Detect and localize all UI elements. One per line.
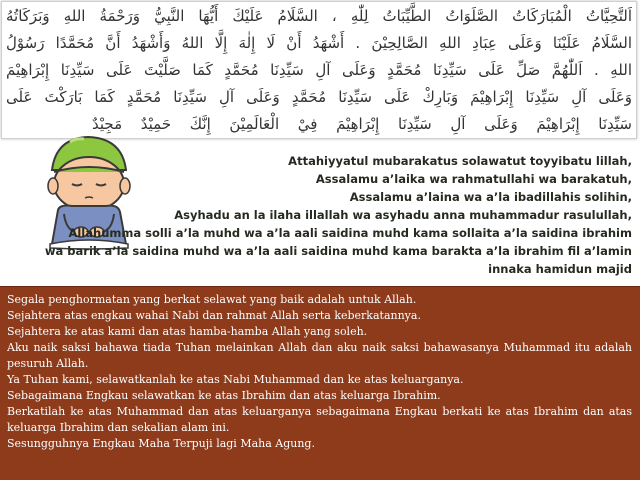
- transliteration-line: Assalamu a’laika wa rahmatullahi wa barakatuh,: [315, 172, 632, 186]
- transliteration-line: innaka hamidun majid: [488, 262, 632, 276]
- transliteration-line: wa barik a’la saidina muhd wa a’la aali saidina muhd kama barakta a’la ibrahim fil a’lamin: [44, 244, 632, 258]
- transliteration-line: Asyhadu an la ilaha illallah wa asyhadu anna muhammadur rasulullah,: [174, 208, 632, 222]
- translation-line: Sejahtera ke atas kami dan atas hamba-hamba Allah yang soleh.: [7, 325, 368, 338]
- translation-line: Ya Tuhan kami, selawatkanlah ke atas Nabi Muhammad dan ke atas keluarganya.: [7, 373, 464, 386]
- arabic-line: اللهِ . اَللّٰهُمَّ صَلِّ عَلَى سَيِّدِنَا مُحَمَّدٍ وَعَلَى آلِ سَيِّدِنَا مُحَمَّدٍ كَمَا صَلَّيْتَ عَلَى سَيِّدِنَا إِبْرَاهِيْمَ: [6, 61, 632, 79]
- arabic-line: السَّلَامُ عَلَيْنَا وَعَلَى عِبَادِ اللهِ الصَّالِحِيْنَ . أَشْهَدُ أَنْ لَا إِلٰهَ إِلَّا اللهُ وَأَشْهَدُ أَنَّ مُحَمَّدًا رَسُوْلُ: [6, 34, 632, 52]
- translation-line: Segala penghormatan yang berkat selawat yang baik adalah untuk Allah.: [7, 293, 417, 306]
- transliteration-line: Allahumma solli a’la muhd wa a’la aali saidina muhd kama sollaita a’la saidina ibrahim: [68, 226, 632, 240]
- translation-line: Berkatilah ke atas Muhammad dan atas keluarganya sebagaimana Engkau berkati ke atas Ibrahim dan atas keluarga Ibrahim dan sekalian alam ini.: [7, 405, 632, 434]
- translation-line: Sebagaimana Engkau selawatkan ke atas Ibrahim dan atas keluarga Ibrahim.: [7, 389, 441, 402]
- arabic-line: سَيِّدِنَا إِبْرَاهِيْمَ وَعَلَى آلِ سَيِّدِنَا إِبْرَاهِيْمَ فِيْ الْعَالَمِيْنَ إِنَّكَ حَمِيْدٌ مَجِيْدٌ: [92, 115, 632, 133]
- transliteration-line: Assalamu a’laina wa a’la ibadillahis solihin,: [349, 190, 632, 204]
- translation-line: Sejahtera atas engkau wahai Nabi dan rahmat Allah serta keberkatannya.: [7, 309, 421, 322]
- translation-line: Aku naik saksi bahawa tiada Tuhan melainkan Allah dan aku naik saksi bahawasanya Muhammad itu adalah pesuruh Allah.: [7, 341, 632, 370]
- translation-box: [0, 286, 640, 480]
- translation-line: Sesungguhnya Engkau Maha Terpuji lagi Maha Agung.: [7, 437, 315, 450]
- transliteration-block: [32, 152, 632, 278]
- arabic-line: اَلتَّحِيَّاتُ الْمُبَارَكَاتُ الصَّلَوَاتُ الطَّيِّبَاتُ لِلّٰهِ ، السَّلَامُ عَلَيْكَ أَيُّهَا النَّبِيُّ وَرَحْمَةُ اللهِ وَبَرَكَاتُهُ: [6, 7, 632, 25]
- transliteration-line: Attahiyyatul mubarakatus solawatut toyyibatu lillah,: [288, 154, 632, 168]
- arabic-text-box: [1, 1, 637, 139]
- arabic-line: وَعَلَى آلِ سَيِّدِنَا إِبْرَاهِيْمَ وَبَارِكْ عَلَى سَيِّدِنَا مُحَمَّدٍ وَعَلَى آلِ سَيِّدِنَا مُحَمَّدٍ كَمَا بَارَكْتَ عَلَى: [6, 88, 632, 106]
